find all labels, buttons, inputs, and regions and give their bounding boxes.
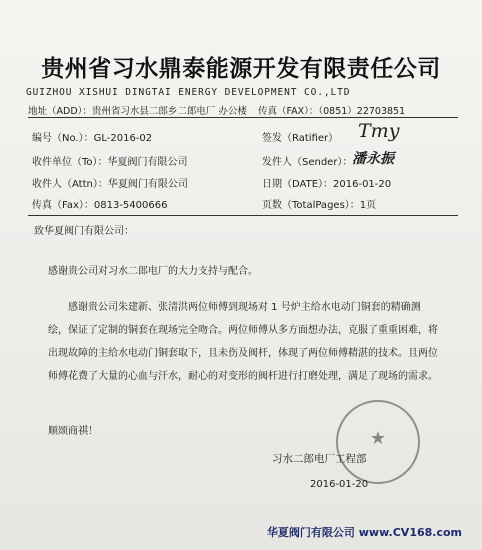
header-rule — [28, 117, 458, 118]
closing: 顺颂商祺！ — [48, 426, 98, 437]
memo-fax: 传真（Fax）：0813-5400666 — [32, 200, 168, 211]
company-name-en: GUIZHOU XISHUI DINGTAI ENERGY DEVELOPMENT CO.,LTD — [26, 87, 351, 98]
thanks-line: 感谢贵公司对习水二郎电厂的大力支持与配合。 — [48, 266, 258, 277]
ratifier-signature: Tmy — [358, 120, 400, 142]
signoff-date: 2016-01-20 — [310, 479, 369, 490]
footer-watermark: 华夏阀门有限公司 www.CV168.com — [266, 526, 462, 539]
memo-to: 收件单位（To）：华夏阀门有限公司 — [32, 157, 188, 168]
address: 地址（ADD）：贵州省习水县二郎乡二郎电厂 办公楼 — [28, 106, 247, 117]
header-fax: 传真（FAX）：（0851）22703851 — [258, 106, 406, 117]
sender-signature: 潘永振 — [352, 151, 394, 167]
memo-attn: 收件人（Attn）：华夏阀门有限公司 — [32, 179, 188, 190]
ratifier-label: 签发（Ratifier） — [262, 133, 339, 144]
company-seal — [336, 400, 420, 484]
salutation: 致华夏阀门有限公司： — [34, 226, 134, 237]
address-line — [28, 103, 468, 117]
seal-star-icon: ★ — [369, 428, 387, 449]
signoff-org: 习水二郎电厂工程部 — [272, 453, 367, 465]
memo-rule — [28, 215, 458, 216]
letter-paragraph: 感谢贵公司朱建新、张清洪两位师傅到现场对 1 号炉主给水电动门铜套的精确测绘，保证了定制的铜套在现场完全吻合。两位师傅从多方面想办法，克服了重重困难，将出现故障的主给水电动门铜套取下，且未伤及阀杆，体现了两位师傅精湛的技术。且两位师傅花费了大量的心血与汗水，耐心的对变形的阀杆进行打磨处理，满足了现场的需求。 — [48, 302, 438, 382]
memo-pages: 页数（TotalPages）：1页 — [262, 200, 377, 211]
sender-label: 发件人（Sender）： — [262, 157, 353, 168]
memo-date: 日期（DATE）：2016-01-20 — [262, 179, 392, 190]
company-name-zh: 贵州省习水鼎泰能源开发有限责任公司 — [41, 55, 441, 82]
memo-number: 编号（No.）：GL-2016-02 — [32, 133, 153, 144]
